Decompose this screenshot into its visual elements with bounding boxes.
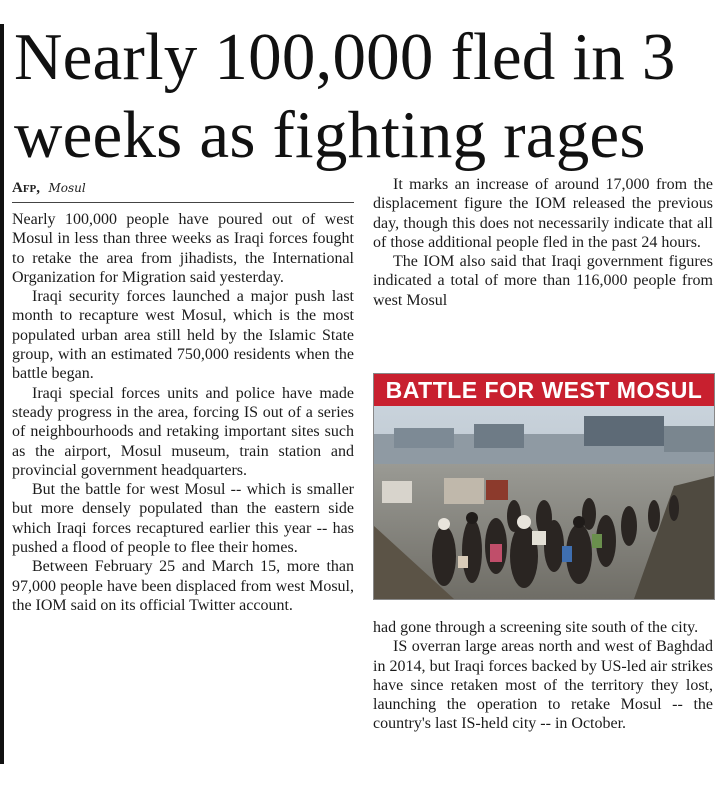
paragraph: Nearly 100,000 people have poured out of west Mosul in less than three weeks as Iraqi forces fought to retake the area from jihadists, the International Organization for Migration said yesterday. (12, 211, 354, 286)
byline-agency: Afp, (12, 180, 41, 196)
left-column-rule (0, 24, 4, 764)
headline: Nearly 100,000 fled in 3 weeks as fighting rages (14, 20, 676, 172)
paragraph: Between February 25 and March 15, more than 97,000 people have been displaced from west Mosul, the IOM said on its official Twitter account. (12, 558, 354, 614)
news-photo (373, 373, 715, 600)
paragraph: Iraqi special forces units and police have made steady progress in the area, forcing IS out of a series of neighbourhoods and retaking important sites such as the airport, Mosul museum, train station and provincial government headquarters. (12, 384, 354, 479)
paragraph: But the battle for west Mosul -- which is smaller but more densely populated than the eastern side which Iraqi forces recaptured earlier this year -- has pushed a flood of people to flee their homes. (12, 481, 354, 557)
paragraph: Iraqi security forces launched a major push last month to recapture west Mosul, which is the most populated urban area still held by the Islamic State group, with an estimated 750,000 residents when the battle began. (12, 288, 354, 383)
paragraph: The IOM also said that Iraqi government figures indicated a total of more than 116,000 people from west Mosul (373, 253, 713, 309)
photo-banner: BATTLE FOR WEST MOSUL (374, 374, 714, 406)
photo-displaced-people (374, 406, 714, 599)
byline-place: Mosul (48, 181, 86, 195)
byline (12, 180, 86, 197)
article-column-left (12, 210, 354, 615)
article-column-right-top (373, 175, 713, 310)
article-column-right-bottom (373, 618, 713, 734)
paragraph: It marks an increase of around 17,000 from the displacement figure the IOM released the previous day, though this does not necessarily indicate that all of those additional people fled in the past 24 hours. (373, 176, 713, 251)
byline-divider (12, 202, 354, 203)
paragraph: had gone through a screening site south of the city. (373, 619, 699, 636)
paragraph: IS overran large areas north and west of Baghdad in 2014, but Iraqi forces backed by US-led air strikes have since retaken most of the territory they lost, launching the operation to retake Mosul -- the country's last IS-held city -- in October. (373, 638, 713, 733)
